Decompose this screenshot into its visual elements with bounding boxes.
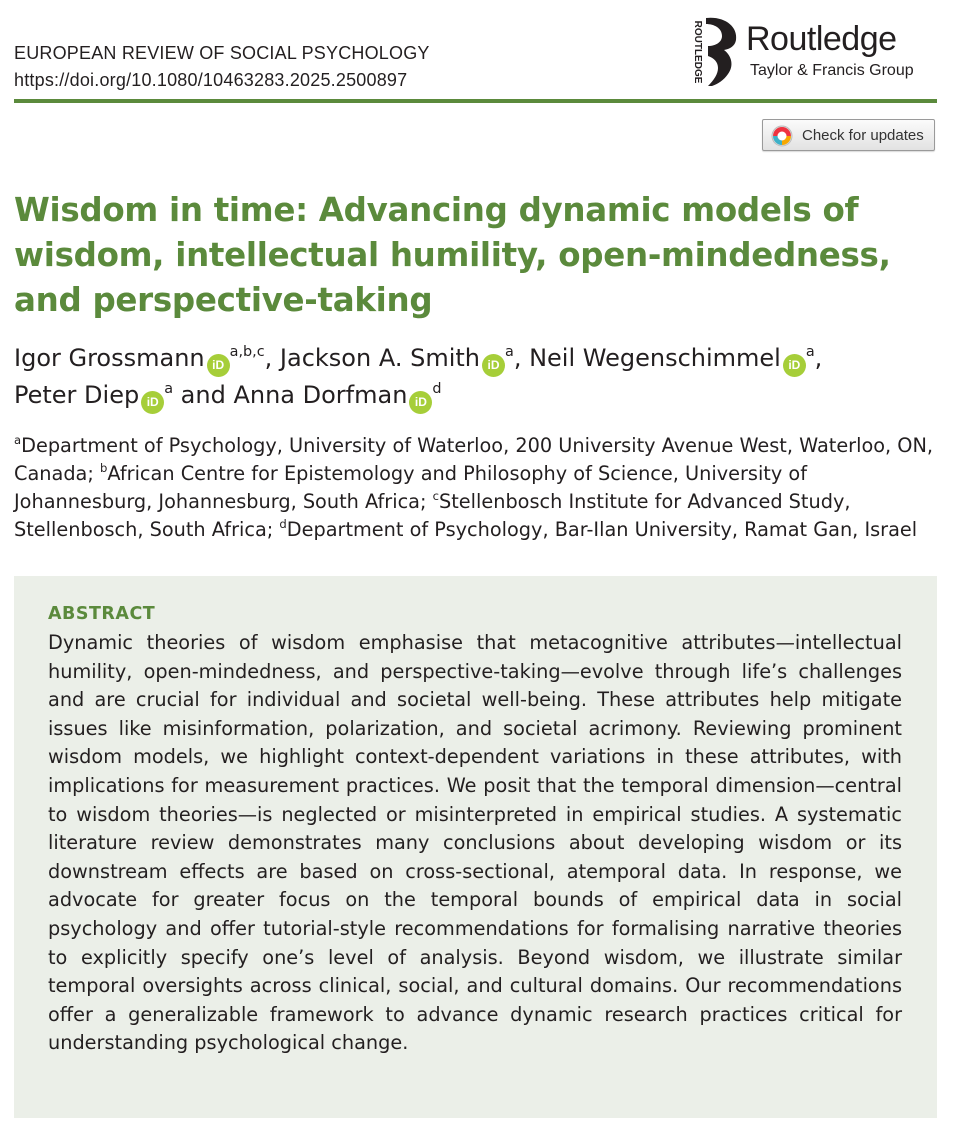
check-for-updates-button[interactable]	[762, 119, 935, 151]
abstract-heading: ABSTRACT	[48, 604, 156, 624]
author-name[interactable]: Igor Grossmann	[14, 344, 205, 372]
author-affiliation-mark: a,b,c	[229, 343, 265, 360]
article-title: Wisdom in time: Advancing dynamic models of wisdom, intellectual humility, open-mindedness, and perspective-taking	[14, 191, 891, 319]
abstract-body: Dynamic theories of wisdom emphasise that metacognitive attributes—intellectual humility, open-mindedness, and perspective-taking—evolve through life’s challenges and are crucial for individual and societal well-being. These attributes help mitigate issues like misinformation, polarization, and societal acrimony. Reviewing prominent wisdom models, we highlight context-dependent variations in these attributes, with implications for measurement practices. We posit that the temporal dimension—central to wisdom theories—is neglected or misinterpreted in empirical studies. A systematic literature review demonstrates many conclusions about developing wisdom or its downstream effects are based on cross-sectional, atemporal data. In response, we advocate for greater focus on the temporal bounds of empirical data in social psychology and offer tutorial-style recommendations for formalising narrative theories to explicitly specify one’s level of analysis. Beyond wisdom, we illustrate similar temporal oversights across clinical, social, and cultural domains. Our recommendations offer a generalizable framework to advance dynamic research practices critical for understanding psychological change.	[48, 631, 902, 1055]
affiliation-text: African Centre for Epistemology and Philosophy of Science, University of Johannesburg, Johannesburg, South Africa;	[14, 462, 807, 513]
author-name[interactable]: Peter Diep	[14, 381, 140, 409]
orcid-icon[interactable]: iD	[482, 354, 505, 377]
affiliation-mark: a	[14, 432, 22, 447]
publisher-group: Taylor & Francis Group	[750, 62, 914, 79]
author-name[interactable]: Jackson A. Smith	[279, 344, 480, 372]
author-name[interactable]: Neil Wegenschimmel	[529, 344, 781, 372]
affiliation-mark: b	[100, 460, 108, 475]
publisher-logo[interactable]	[684, 12, 944, 86]
author-affiliation-mark: a	[504, 343, 514, 360]
author-affiliation-mark: a	[164, 380, 174, 397]
orcid-icon[interactable]: iD	[409, 391, 432, 414]
affiliation-mark: d	[279, 516, 287, 531]
crossmark-icon	[771, 125, 793, 147]
affiliation-text: Department of Psychology, University of Waterloo, 200 University Avenue West, Waterloo, ON, Canada;	[14, 434, 934, 485]
journal-header	[14, 40, 430, 94]
author-list	[14, 340, 944, 414]
check-for-updates-label: Check for updates	[802, 127, 924, 144]
svg-text:ROUTLEDGE: ROUTLEDGE	[692, 20, 703, 84]
orcid-icon[interactable]: iD	[207, 354, 230, 377]
author-separator: and	[173, 381, 234, 409]
orcid-icon[interactable]: iD	[141, 391, 164, 414]
author-separator: ,	[814, 344, 823, 372]
header-divider	[14, 99, 937, 103]
abstract-panel	[14, 576, 937, 1118]
affiliations	[14, 432, 944, 544]
author-affiliation-mark: a	[805, 343, 815, 360]
publisher-name: Routledge	[746, 20, 897, 58]
affiliation-text: Department of Psychology, Bar-Ilan University, Ramat Gan, Israel	[286, 518, 918, 541]
doi-link[interactable]: https://doi.org/10.1080/10463283.2025.2500897	[14, 70, 408, 90]
journal-name: EUROPEAN REVIEW OF SOCIAL PSYCHOLOGY	[14, 43, 430, 63]
author-affiliation-mark: d	[432, 380, 442, 397]
affiliation-text: Stellenbosch Institute for Advanced Study, Stellenbosch, South Africa;	[14, 490, 851, 541]
routledge-profile-logo-icon	[684, 16, 744, 88]
author-name[interactable]: Anna Dorfman	[233, 381, 408, 409]
author-separator: ,	[264, 344, 280, 372]
affiliation-mark: c	[432, 488, 439, 503]
author-separator: ,	[513, 344, 530, 372]
orcid-icon[interactable]: iD	[783, 354, 806, 377]
